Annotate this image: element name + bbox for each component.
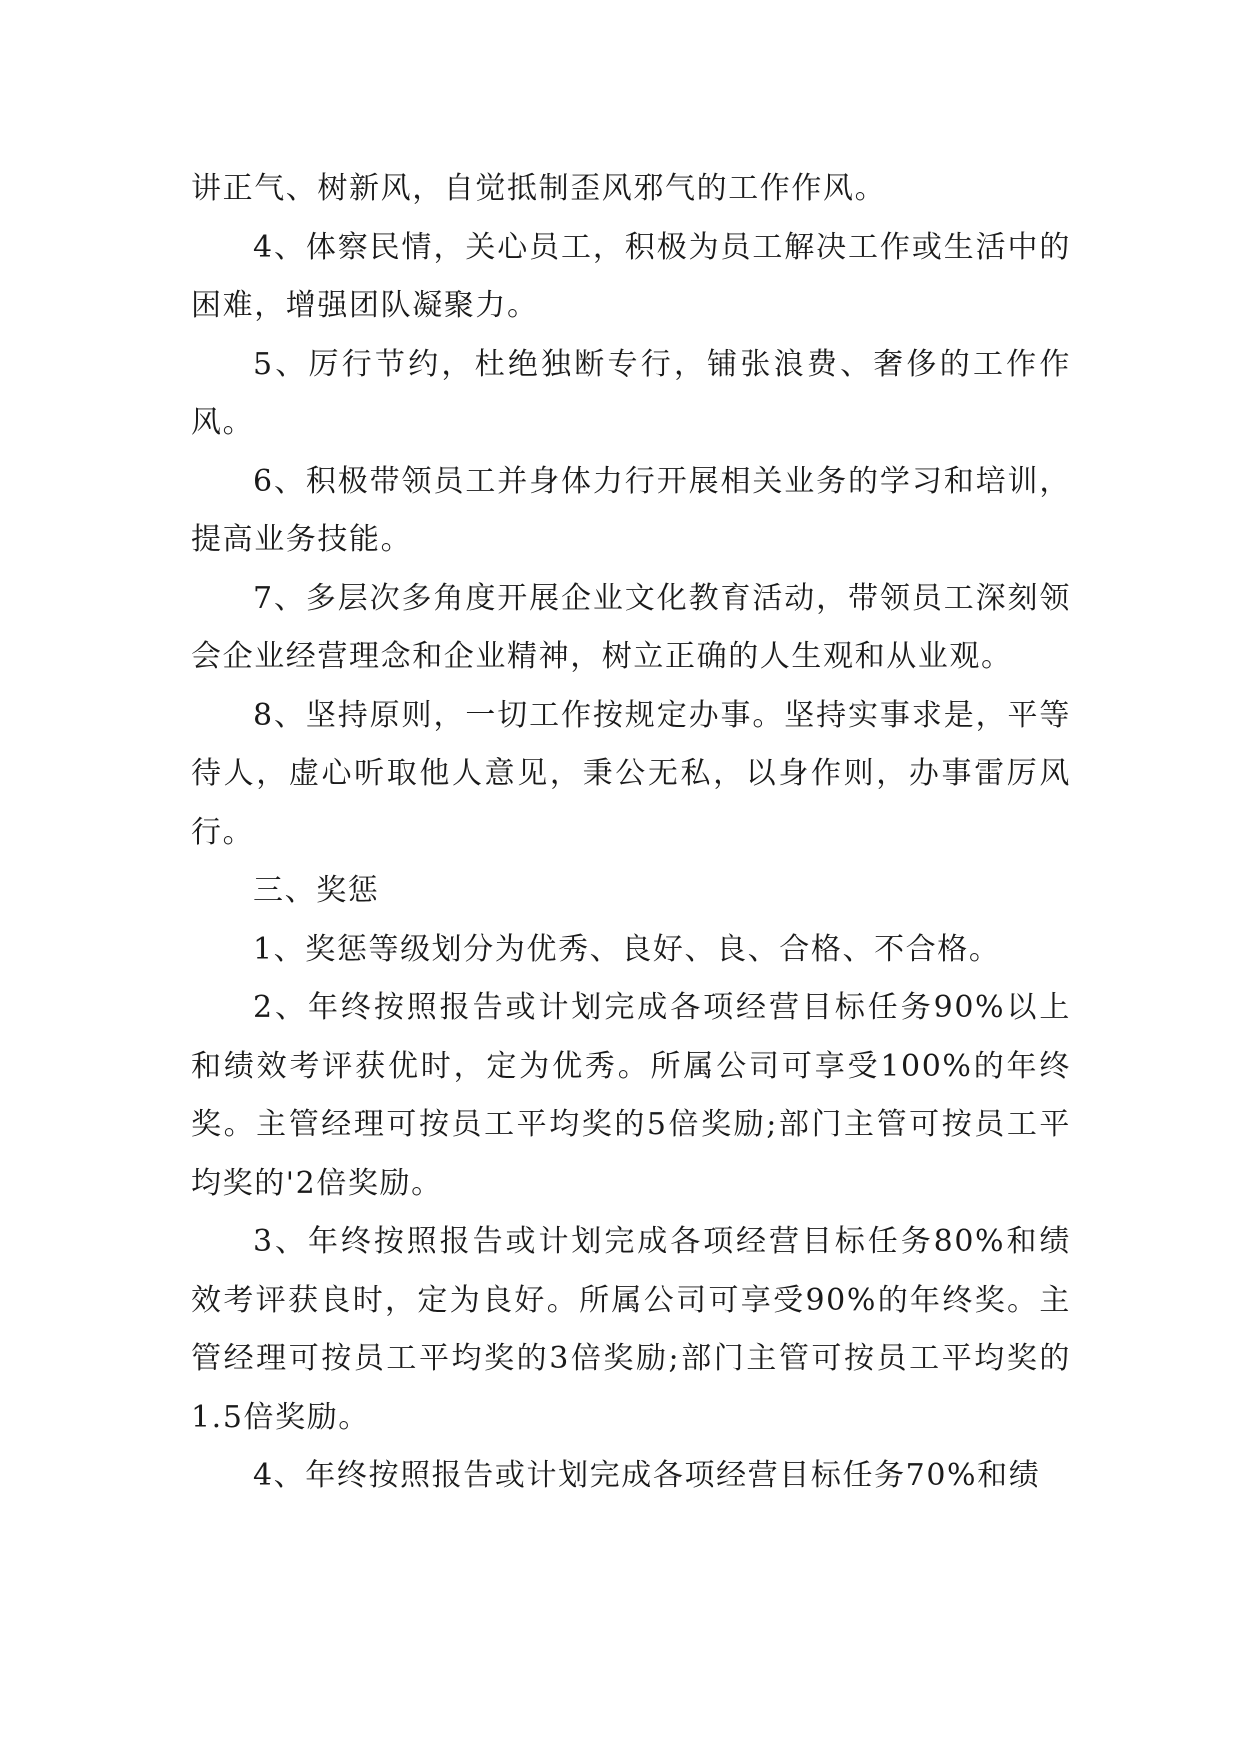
paragraph: 8、坚持原则，一切工作按规定办事。坚持实事求是，平等待人，虚心听取他人意见，秉公无私，以身作则，办事雷厉风行。 [191, 697, 1071, 850]
paragraph: 2、年终按照报告或计划完成各项经营目标任务90%以上和绩效考评获优时，定为优秀。所属公司可享受100%的年终奖。主管经理可按员工平均奖的5倍奖励;部门主管可按员工平均奖的'2倍奖励。 [191, 990, 1071, 1201]
document-body [191, 160, 1071, 1506]
paragraph: 1、奖惩等级划分为优秀、良好、良、合格、不合格。 [253, 931, 1001, 967]
paragraph: 6、积极带领员工并身体力行开展相关业务的学习和培训，提高业务技能。 [191, 463, 1071, 557]
paragraph: 4、年终按照报告或计划完成各项经营目标任务70%和绩 [253, 1458, 1041, 1493]
paragraph: 5、厉行节约，杜绝独断专行，铺张浪费、奢侈的工作作风。 [191, 346, 1071, 440]
paragraph: 4、体察民情，关心员工，积极为员工解决工作或生活中的困难，增强团队凝聚力。 [191, 229, 1071, 323]
section-heading: 三、奖惩 [253, 873, 380, 908]
paragraph: 讲正气、树新风，自觉抵制歪风邪气的工作作风。 [191, 171, 887, 206]
paragraph: 3、年终按照报告或计划完成各项经营目标任务80%和绩效考评获良时，定为良好。所属公司可享受90%的年终奖。主管经理可按员工平均奖的3倍奖励;部门主管可按员工平均奖的1.5倍奖励。 [191, 1224, 1071, 1435]
paragraph: 7、多层次多角度开展企业文化教育活动，带领员工深刻领会企业经营理念和企业精神，树立正确的人生观和从业观。 [191, 580, 1071, 674]
